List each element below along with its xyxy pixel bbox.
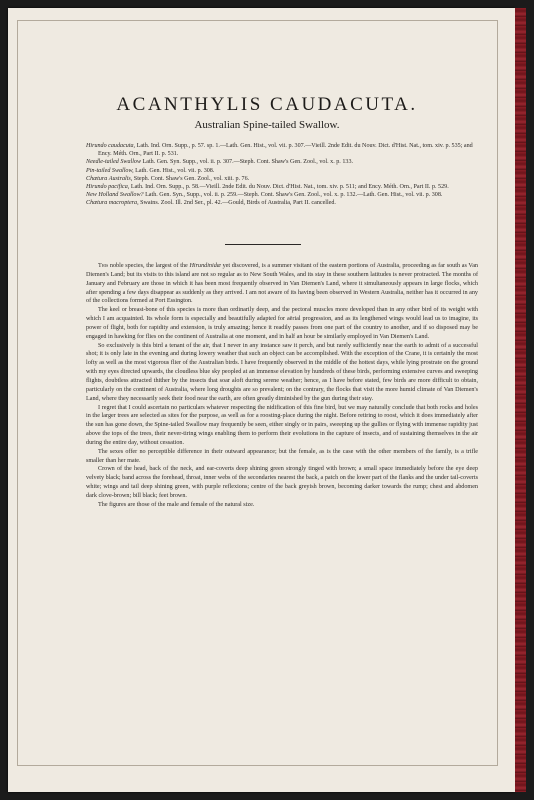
paragraph-text: yet discovered, is a summer visitant of the eastern portions of Australia, proceeding as far south as Van Diemen's Land; but its visits to this island are not so regular as to New South Wales, and its stay in these southern latitudes is never protracted. The months of January and February are those in which it has been most frequently observed in Van Diemen's Land, where it simultaneously appears in large flocks, which after spending a few days disappear as suddenly as they arrived. I am not aware of its having been observed in Western Australia, neither has it occurred in any of the collections formed at Port Essington.	[86, 263, 478, 305]
synonym-entry	[86, 142, 476, 158]
synonym-name: Hirundo pacifica,	[86, 184, 130, 191]
synonym-name: Hirundo caudacuta,	[86, 143, 136, 149]
page-title: ACANTHYLIS CAUDACUTA.	[116, 94, 418, 115]
synonym-citation: Swains. Zool. Ill. 2nd Ser., pl. 42.—Gould, Birds of Australia, Part II. cancelled.	[138, 200, 336, 207]
body-paragraph: I regret that I could ascertain no particulars whatever respecting the nidification of this fine bird, but we may naturally conclude that both rocks and holes in the larger trees are selected as sites for the purpose, as well as for a roosting-place during the night. Before retiring to roost, which it does immediately after the sun has gone down, the Spine-tailed Swallow may frequently be seen, either singly or in pairs, sweeping up the gullies or flying with immense rapidity just above the tops of the trees, their never-tiring wings enabling them to perform their evolutions in the capture of insects, and of sustaining themselves in the air during the entire day, without cessation.	[86, 404, 478, 446]
synonym-entry	[86, 183, 476, 191]
page-subtitle: Australian Spine-tailed Swallow.	[194, 119, 340, 131]
synonym-citation: Steph. Cont. Shaw's Gen. Zool., vol. xiii. p. 76.	[132, 175, 250, 182]
body-paragraph: So exclusively is this bird a tenant of the air, that I never in any instance saw it perch, and but rarely sufficiently near the earth to admit of a successful shot; it is only late in the evening and during lowery weather that such an object can be accomplished. With the exception of the Crane, it is certainly the most lofty as well as the most vigorous flier of the Australian birds. I have frequently observed in the middle of the hottest days, while lying prostrate on the ground with my eyes directed upwards, the cloudless blue sky peopled at an immense elevation by hundreds of these birds, performing extensive curves and sweeping flights, doubtless attracted thither by the insects that soar aloft during serene weather; hence, as I have before stated, few birds are more difficult to obtain, particularly on the continent of Australia, where long droughts are so prevalent; on the contrary, the flocks that visit the more humid climate of Van Diemen's Land, where they necessarily seek their food near the earth, are often greatly diminished by the gun during their stay.	[86, 342, 478, 402]
synonym-citation: Lath. Gen. Hist., vol. vii. p. 308.	[133, 167, 215, 174]
synonym-citation: Lath. Ind. Orn. Supp., p. 58.—Vieill. 2nde Edit. du Nouv. Dict. d'Hist. Nat., tom. xiv. p. 511; and Ency. Méth. Orn., Part II. p. 529.	[129, 184, 449, 191]
body-paragraph: Crown of the head, back of the neck, and ear-coverts deep shining green strongly tinged with brown; a small space immediately before the eye deep velvety black; band across the forehead, throat, inner webs of the secondaries nearest the back, a patch on the lower part of the flanks and the under tail-coverts white; wings and tail deep shining green, with purple reflexions; centre of the back greyish brown, becoming darker towards the rump; chest and abdomen dark clove-brown; bill black; feet brown.	[86, 466, 478, 499]
synonym-name: Needle-tailed Swallow	[86, 159, 142, 166]
synonym-citation: Lath. Gen. Syn., Supp., vol. ii. p. 259.—Steph. Cont. Shaw's Gen. Zool., vol. x. p. 132.—Lath. Gen. Hist., vol. vii. p. 308.	[143, 192, 443, 199]
body-paragraph: The sexes offer no perceptible difference in their outward appearance; but the female, as is the case with the other members of the family, is a trifle smaller than her mate.	[86, 448, 478, 464]
article-body	[86, 262, 478, 510]
synonym-citation: Lath. Gen. Syn. Supp., vol. ii. p. 307.—Steph. Cont. Shaw's Gen. Zool., vol. x. p. 133.	[141, 159, 354, 166]
synonymy-list	[86, 142, 476, 208]
synonym-citation: Lath. Ind. Orn. Supp., p. 57. sp. 1.—Lath. Gen. Hist., vol. vii. p. 307.—Vieill. 2nde Edit. du Nouv. Dict. d'Hist. Nat., tom. xiv. p. 535; and Ency. Méth. Orn., Part II. p. 531.	[98, 143, 473, 158]
synonym-name: Chætura Australis,	[86, 175, 133, 182]
section-divider	[225, 244, 301, 245]
synonym-entry	[86, 158, 476, 166]
synonym-entry	[86, 167, 476, 175]
synonym-name: Pin-tailed Swallow,	[86, 167, 134, 174]
synonym-name: Chætura macroptera,	[86, 200, 139, 207]
family-name: Hirundinidæ	[189, 263, 221, 269]
body-paragraph: The figures are those of the male and female of the natural size.	[98, 501, 255, 508]
synonym-entry	[86, 191, 476, 199]
paragraph-text: noble species, the largest of the	[108, 263, 190, 269]
drop-lead-word: This	[98, 263, 109, 269]
synonym-entry	[86, 175, 476, 183]
synonym-entry	[86, 199, 476, 207]
synonym-name: New Holland Swallow?	[86, 192, 144, 199]
body-paragraph: The keel or breast-bone of this species is more than ordinarily deep, and the pectoral muscles more developed than in any other bird of its weight with which I am acquainted. Its whole form is especially and beautifully adapted for aërial progression, and as its lengthened wings would lead us to imagine, its power of flight, both for rapidity and extension, is truly amazing; hence it readily passes from one part of the country to another, and if so disposed may be engaged in hawking for flies on the continent of Australia at one moment, and in half an hour be similarly employed in Van Diemen's Land.	[86, 307, 478, 340]
body-paragraph	[86, 262, 478, 306]
